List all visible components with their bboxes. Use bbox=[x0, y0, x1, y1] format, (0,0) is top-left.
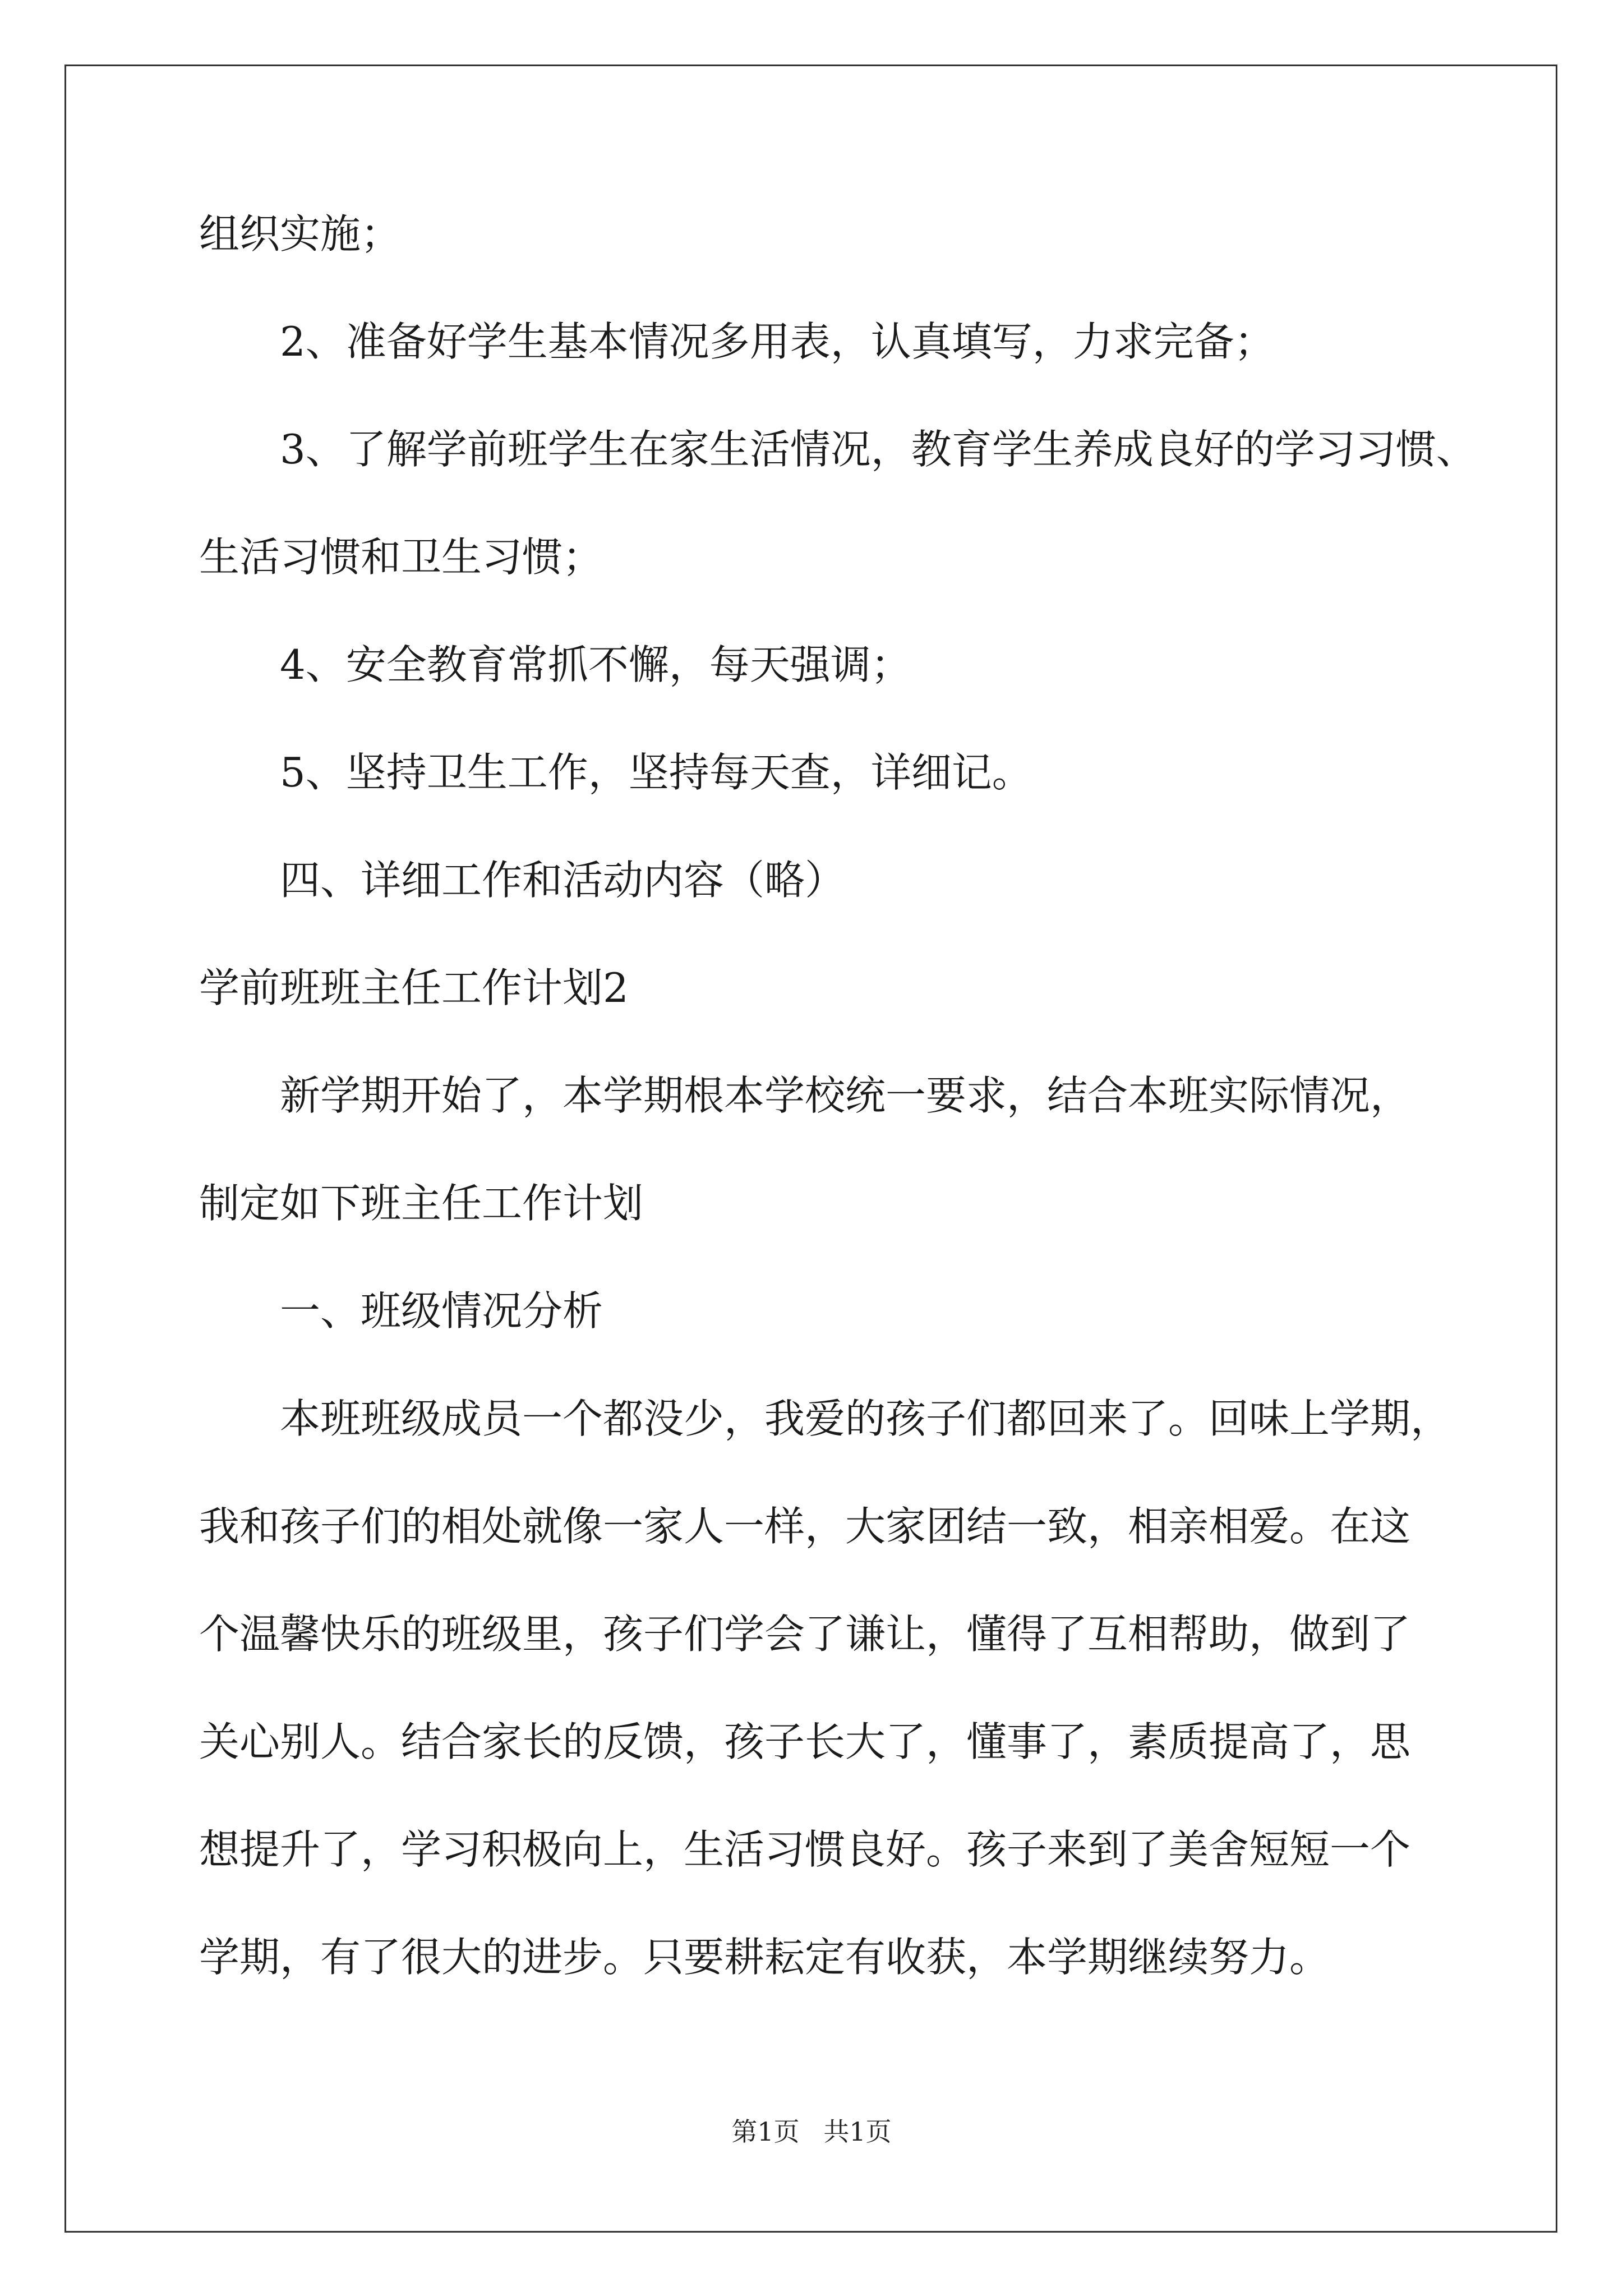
paragraph-line: 关心别人。结合家长的反馈，孩子长大了，懂事了，素质提高了，思 bbox=[199, 1718, 1411, 1765]
page-total: 共1页 bbox=[823, 2116, 892, 2147]
text-line: 生活习惯和卫生习惯； bbox=[199, 533, 603, 581]
paragraph-line: 个温馨快乐的班级里，孩子们学会了谦让，懂得了互相帮助，做到了 bbox=[199, 1611, 1411, 1658]
list-item: 4、安全教育常抓不懈，每天强调； bbox=[280, 641, 911, 688]
paragraph-line: 学期，有了很大的进步。只要耕耘定有收获，本学期继续努力。 bbox=[199, 1934, 1330, 1981]
list-item: 3、了解学前班学生在家生活情况，教育学生养成良好的学习习惯、 bbox=[280, 426, 1477, 473]
page-number: 第1页 bbox=[731, 2116, 800, 2147]
paragraph-line: 制定如下班主任工作计划 bbox=[199, 1180, 644, 1227]
page-footer bbox=[0, 2115, 1623, 2148]
document-title: 学前班班主任工作计划2 bbox=[199, 964, 629, 1011]
paragraph-line: 我和孩子们的相处就像一家人一样，大家团结一致，相亲相爱。在这 bbox=[199, 1503, 1411, 1550]
list-item: 2、准备好学生基本情况多用表，认真填写，力求完备； bbox=[280, 318, 1275, 365]
list-item: 5、坚持卫生工作，坚持每天查，详细记。 bbox=[280, 749, 1032, 796]
section-heading: 四、详细工作和活动内容（略） bbox=[280, 857, 846, 904]
text-line: 组织实施； bbox=[199, 210, 402, 257]
paragraph-line: 本班班级成员一个都没少，我爱的孩子们都回来了。回味上学期， bbox=[280, 1395, 1451, 1442]
section-heading: 一、班级情况分析 bbox=[280, 1287, 603, 1335]
paragraph-line: 想提升了，学习积极向上，生活习惯良好。孩子来到了美舍短短一个 bbox=[199, 1826, 1411, 1873]
page-border bbox=[64, 65, 1557, 2233]
paragraph-line: 新学期开始了，本学期根本学校统一要求，结合本班实际情况， bbox=[280, 1072, 1411, 1119]
